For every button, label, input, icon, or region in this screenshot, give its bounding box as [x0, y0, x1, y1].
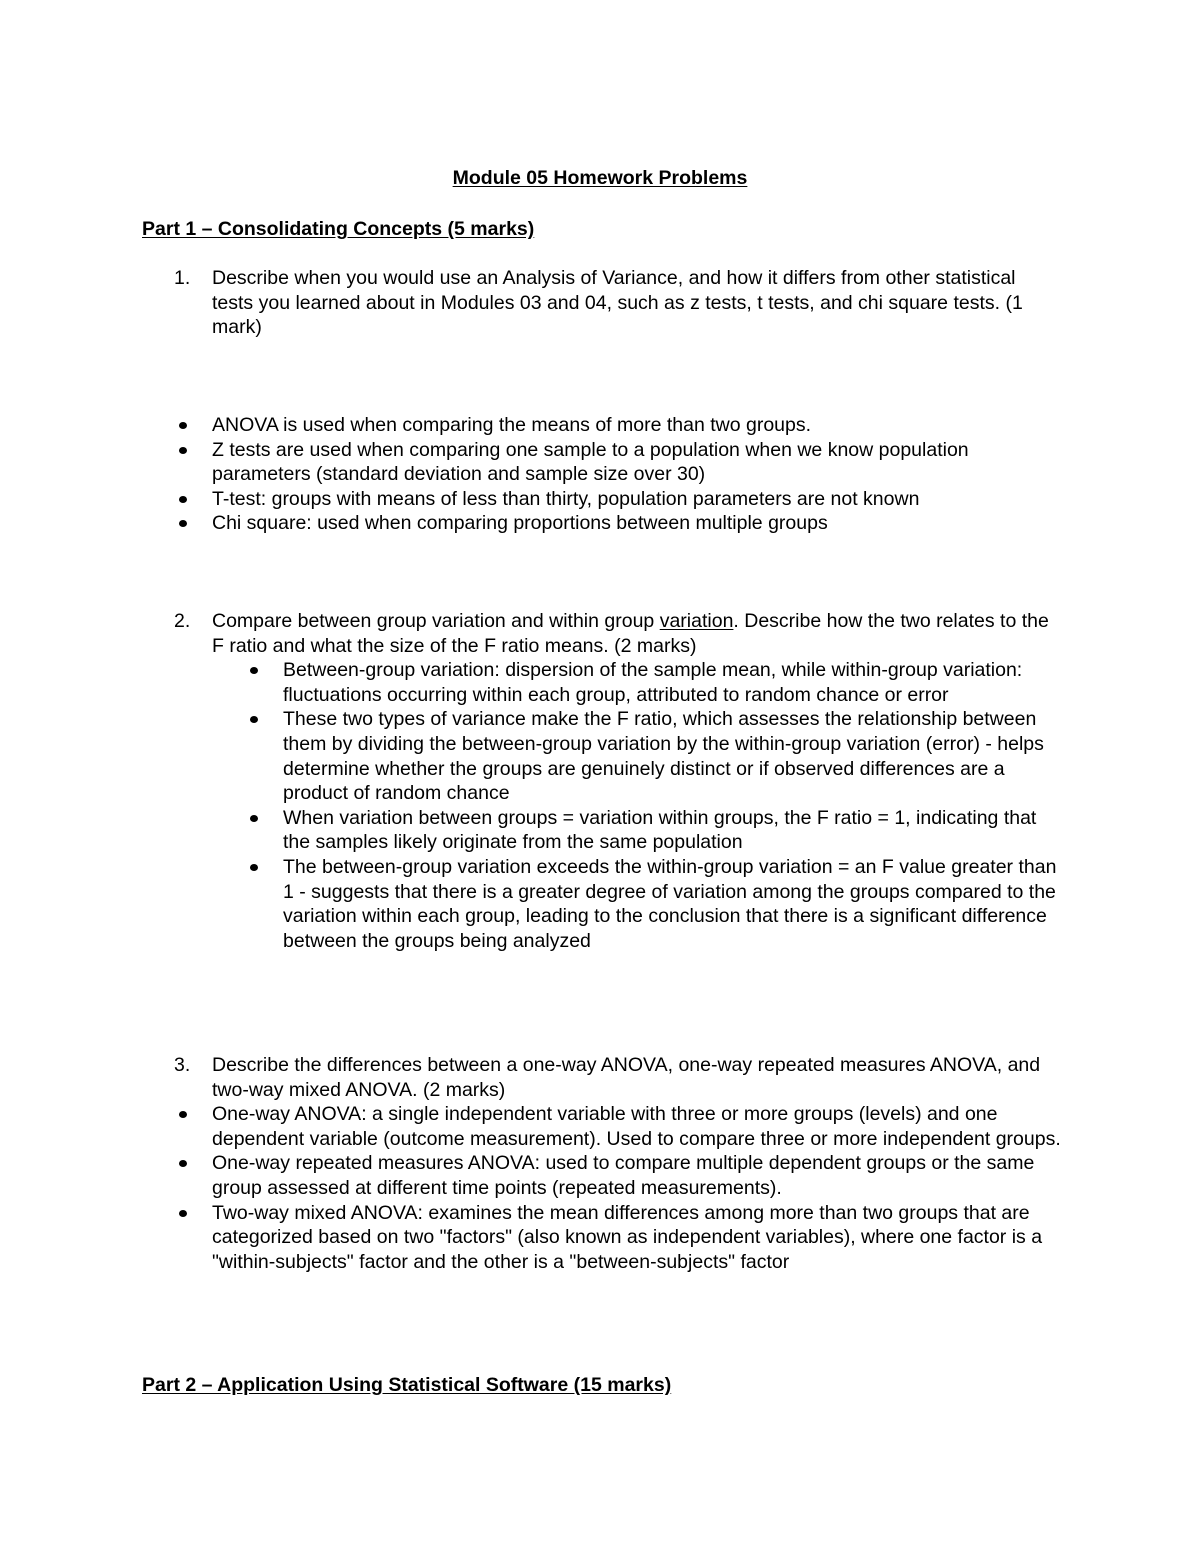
answer-text: Chi square: used when comparing proportions between multiple groups [212, 512, 828, 535]
answer-text: Between-group variation: dispersion of the sample mean, while within-group variation: fluctuations occurring within each group, attributed to random chance or error [283, 659, 1023, 706]
question-1-prompt [0, 266, 1062, 340]
answer-text: One-way ANOVA: a single independent variable with three or more groups (levels) and one dependent variable (outcome measurement). Used to compare three or more independent groups. [212, 1103, 1061, 1150]
list-item [0, 413, 1062, 438]
part1-heading: Part 1 – Consolidating Concepts (5 marks) [142, 218, 535, 240]
question-1-answer-list [0, 413, 1200, 536]
question-3 [0, 1053, 1200, 1274]
question-2-number: 2. [174, 610, 191, 632]
list-item [0, 1151, 1062, 1200]
bullet-icon [250, 864, 258, 871]
answer-text: These two types of variance make the F ratio, which assesses the relationship between them by dividing the between-group variation by the within-group variation (error) - helps determine whether the groups are genuinely distinct or if observed differences are a product of random chance [283, 708, 1044, 805]
bullet-icon [179, 520, 187, 527]
page-title: Module 05 Homework Problems [452, 167, 748, 189]
bullet-icon [250, 716, 258, 723]
question-3-prompt [0, 1053, 1062, 1102]
list-item [0, 658, 1063, 707]
list-item [0, 806, 1063, 855]
list-item [0, 1102, 1062, 1151]
list-item [0, 511, 1062, 536]
list-item [0, 855, 1063, 953]
bullet-icon [250, 667, 258, 674]
bullet-icon [179, 1111, 187, 1118]
question-2-prompt [0, 609, 1062, 658]
question-3-number: 3. [174, 1054, 191, 1076]
question-2-underlined-word: variation [659, 610, 734, 632]
list-item [0, 1201, 1062, 1275]
question-3-text: Describe the differences between a one-way ANOVA, one-way repeated measures ANOVA, and two-way mixed ANOVA. (2 marks) [212, 1054, 1041, 1101]
answer-text: T-test: groups with means of less than thirty, population parameters are not known [212, 487, 920, 510]
answer-text: Two-way mixed ANOVA: examines the mean differences among more than two groups that are categorized based on two "factors" (also known as independent variables), where one factor is a "within-subjects" factor and the other is a "between-subjects" factor [212, 1201, 1043, 1273]
list-item [0, 707, 1063, 805]
answer-text: One-way repeated measures ANOVA: used to compare multiple dependent groups or the same group assessed at different time points (repeated measurements). [212, 1152, 1035, 1199]
question-2-text-start: Compare between group variation and within group [212, 610, 660, 632]
bullet-icon [179, 1210, 187, 1217]
list-item [0, 487, 1062, 512]
bullet-icon [179, 447, 187, 454]
bullet-icon [250, 815, 258, 822]
part2-heading: Part 2 – Application Using Statistical Software (15 marks) [142, 1374, 672, 1396]
question-2-text-end: . Describe how the two relates to the F ratio and what the size of the F ratio means. (2 marks) [212, 610, 1049, 657]
question-1 [0, 266, 1200, 340]
answer-text: Z tests are used when comparing one sample to a population when we know population parameters (standard deviation and sample size over 30) [212, 438, 969, 486]
bullet-icon [179, 1160, 187, 1167]
bullet-icon [179, 422, 187, 429]
answer-text: When variation between groups = variation within groups, the F ratio = 1, indicating that the samples likely originate from the same population [283, 806, 1037, 854]
list-item [0, 438, 1062, 487]
bullet-icon [179, 496, 187, 503]
answer-text: The between-group variation exceeds the within-group variation = an F value greater than 1 - suggests that there is a greater degree of variation among the groups compared to the variation within each group, leading to the conclusion that there is a significant difference between the groups being analyzed [283, 855, 1057, 952]
answer-text: ANOVA is used when comparing the means of more than two groups. [212, 414, 812, 436]
question-1-text: Describe when you would use an Analysis of Variance, and how it differs from other statistical tests you learned about in Modules 03 and 04, such as z tests, t tests, and chi square tests. (1 mark) [212, 267, 1023, 339]
question-2 [0, 609, 1200, 953]
question-1-number: 1. [174, 267, 191, 289]
